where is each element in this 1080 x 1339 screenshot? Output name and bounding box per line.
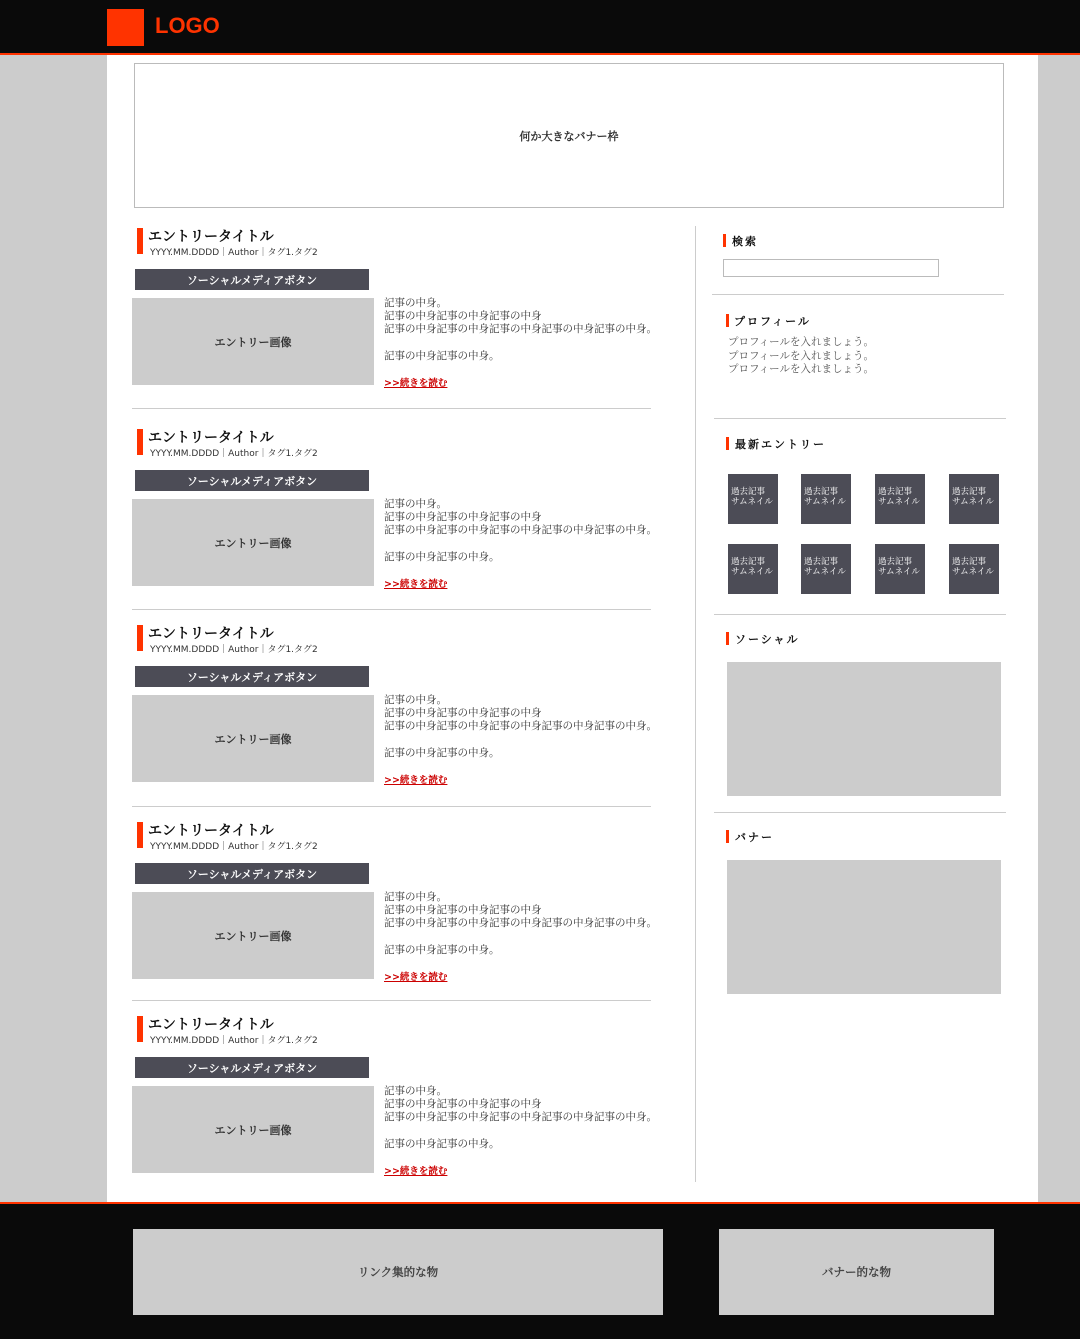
entry-body-line: 記事の中身記事の中身記事の中身記事の中身記事の中身。 <box>384 917 657 929</box>
entry-title-marker <box>137 625 143 651</box>
social-media-buttons[interactable]: ソーシャルメディアボタン <box>135 470 369 491</box>
thumbnail-label: 過去記事 <box>952 487 987 497</box>
thumbnail-label: サムネイル <box>952 566 994 577</box>
thumbnail-label: サムネイル <box>731 496 773 507</box>
recent-entry-thumbnail[interactable] <box>875 544 925 594</box>
entry-body-line: 記事の中身記事の中身記事の中身記事の中身記事の中身。 <box>384 524 657 536</box>
entry-body-line: 記事の中身記事の中身記事の中身 <box>384 310 542 322</box>
recent-entry-thumbnail[interactable] <box>728 474 778 524</box>
entry-title[interactable]: エントリータイトル <box>148 430 274 446</box>
thumbnail-label: サムネイル <box>878 496 920 507</box>
entry-image[interactable] <box>132 298 374 385</box>
entry-image-label: エントリー画像 <box>214 536 292 550</box>
read-more-link[interactable]: >>続きを読む <box>384 1166 448 1177</box>
logo-mark[interactable] <box>107 9 144 46</box>
thumbnail-label: サムネイル <box>878 566 920 577</box>
sidebar-divider <box>714 614 1006 615</box>
thumbnail-label: サムネイル <box>731 566 773 577</box>
thumbnail-label: 過去記事 <box>804 557 839 567</box>
thumbnail-label: サムネイル <box>804 496 846 507</box>
recent-entries-heading: 最新エントリー <box>735 438 826 451</box>
entry-title-marker <box>137 1016 143 1042</box>
sidebar-heading-marker <box>726 830 729 843</box>
profile-line: プロフィールを入れましょう。 <box>728 349 874 362</box>
entry-image-label: エントリー画像 <box>214 335 292 349</box>
read-more-link[interactable]: >>続きを読む <box>384 579 448 590</box>
sidebar-heading-marker <box>726 437 729 450</box>
recent-entry-thumbnail[interactable] <box>949 474 999 524</box>
thumbnail-label: 過去記事 <box>804 487 839 497</box>
entry-title-marker <box>137 822 143 848</box>
profile-line: プロフィールを入れましょう。 <box>728 336 874 348</box>
entry-divider <box>132 609 651 610</box>
entry-image-label: エントリー画像 <box>214 732 292 746</box>
recent-entry-thumbnail[interactable] <box>875 474 925 524</box>
entry-body-line: 記事の中身記事の中身記事の中身記事の中身記事の中身。 <box>384 720 657 732</box>
entry-meta: YYYY.MM.DDDD｜Author｜タグ1.タグ2 <box>150 248 318 258</box>
social-media-buttons[interactable]: ソーシャルメディアボタン <box>135 269 369 290</box>
social-media-buttons[interactable]: ソーシャルメディアボタン <box>135 1057 369 1078</box>
footer-banner-block[interactable] <box>719 1229 994 1315</box>
entry-title[interactable]: エントリータイトル <box>148 823 274 839</box>
footer-banner-label: バナー的な物 <box>822 1265 891 1279</box>
entry-meta: YYYY.MM.DDDD｜Author｜タグ1.タグ2 <box>150 842 318 852</box>
site-footer <box>0 1202 1080 1339</box>
entry-title[interactable]: エントリータイトル <box>148 626 274 642</box>
entry-body <box>384 297 657 363</box>
entry-meta: YYYY.MM.DDDD｜Author｜タグ1.タグ2 <box>150 1036 318 1046</box>
top-banner[interactable] <box>134 63 1004 208</box>
entry-image[interactable] <box>132 1086 374 1173</box>
entry-body-line: 記事の中身。 <box>384 297 447 309</box>
recent-entry-thumbnail[interactable] <box>949 544 999 594</box>
entry-body-line: 記事の中身記事の中身記事の中身 <box>384 904 542 916</box>
read-more-link[interactable]: >>続きを読む <box>384 378 448 389</box>
sidebar-heading-marker <box>726 314 729 327</box>
entry-body <box>384 891 657 957</box>
entry-title[interactable]: エントリータイトル <box>148 1017 274 1033</box>
profile-heading: プロフィール <box>734 315 811 328</box>
read-more-link[interactable]: >>続きを読む <box>384 775 448 786</box>
entry-divider <box>132 1000 651 1001</box>
entry-body-line: 記事の中身。 <box>384 498 447 510</box>
entry-body-line: 記事の中身。 <box>384 694 447 706</box>
thumbnail-label: サムネイル <box>952 496 994 507</box>
entry-title-marker <box>137 228 143 254</box>
social-media-buttons[interactable]: ソーシャルメディアボタン <box>135 863 369 884</box>
entry-body-line: 記事の中身記事の中身記事の中身 <box>384 1098 542 1110</box>
social-heading: ソーシャル <box>735 633 800 646</box>
entry-body-line: 記事の中身記事の中身記事の中身 <box>384 511 542 523</box>
social-widget[interactable] <box>727 662 1001 796</box>
entry-meta: YYYY.MM.DDDD｜Author｜タグ1.タグ2 <box>150 645 318 655</box>
sidebar-banner[interactable] <box>727 860 1001 994</box>
page-container <box>107 55 1038 1202</box>
entry-divider <box>132 806 651 807</box>
entry-body-line: 記事の中身記事の中身。 <box>384 551 500 563</box>
entry-divider <box>132 408 651 409</box>
entry-title[interactable]: エントリータイトル <box>148 229 274 245</box>
footer-links-block[interactable] <box>133 1229 663 1315</box>
recent-entry-thumbnail[interactable] <box>801 544 851 594</box>
recent-entry-thumbnail[interactable] <box>728 544 778 594</box>
sidebar-divider <box>712 294 1004 295</box>
thumbnail-label: サムネイル <box>804 566 846 577</box>
entry-body-line: 記事の中身。 <box>384 1085 447 1097</box>
profile-line: プロフィールを入れましょう。 <box>728 363 874 375</box>
thumbnail-label: 過去記事 <box>731 487 766 497</box>
sidebar-heading-marker <box>723 234 726 247</box>
entry-meta: YYYY.MM.DDDD｜Author｜タグ1.タグ2 <box>150 449 318 459</box>
recent-entry-thumbnail[interactable] <box>801 474 851 524</box>
sidebar-divider <box>714 418 1006 419</box>
thumbnail-label: 過去記事 <box>878 487 913 497</box>
sidebar-heading-marker <box>726 632 729 645</box>
site-header <box>0 0 1080 55</box>
read-more-link[interactable]: >>続きを読む <box>384 972 448 983</box>
logo-text[interactable]: LOGO <box>155 13 220 38</box>
entry-body-line: 記事の中身記事の中身。 <box>384 944 500 956</box>
thumbnail-label: 過去記事 <box>878 557 913 567</box>
entry-image[interactable] <box>132 892 374 979</box>
banner-heading: バナー <box>735 831 774 844</box>
entry-body <box>384 694 657 760</box>
search-input[interactable] <box>723 259 939 277</box>
top-banner-label: 何か大きなバナー枠 <box>519 129 619 143</box>
entry-body-line: 記事の中身記事の中身記事の中身 <box>384 707 542 719</box>
entry-body-line: 記事の中身。 <box>384 891 447 903</box>
entry-body-line: 記事の中身記事の中身記事の中身記事の中身記事の中身。 <box>384 323 657 335</box>
footer-links-label: リンク集的な物 <box>357 1265 439 1279</box>
thumbnail-label: 過去記事 <box>731 557 766 567</box>
entry-body <box>384 1085 657 1151</box>
entry-body-line: 記事の中身記事の中身。 <box>384 1138 500 1150</box>
entry-image-label: エントリー画像 <box>214 929 292 943</box>
thumbnail-label: 過去記事 <box>952 557 987 567</box>
entry-body-line: 記事の中身記事の中身。 <box>384 350 500 362</box>
column-divider <box>695 226 696 1182</box>
search-heading: 検索 <box>732 235 758 248</box>
profile-text <box>728 336 874 377</box>
sidebar-divider <box>714 812 1006 813</box>
entry-image-label: エントリー画像 <box>214 1123 292 1137</box>
entry-image[interactable] <box>132 695 374 782</box>
entry-body <box>384 498 657 564</box>
entry-body-line: 記事の中身記事の中身記事の中身記事の中身記事の中身。 <box>384 1111 657 1123</box>
entry-image[interactable] <box>132 499 374 586</box>
entry-title-marker <box>137 429 143 455</box>
social-media-buttons[interactable]: ソーシャルメディアボタン <box>135 666 369 687</box>
entry-body-line: 記事の中身記事の中身。 <box>384 747 500 759</box>
